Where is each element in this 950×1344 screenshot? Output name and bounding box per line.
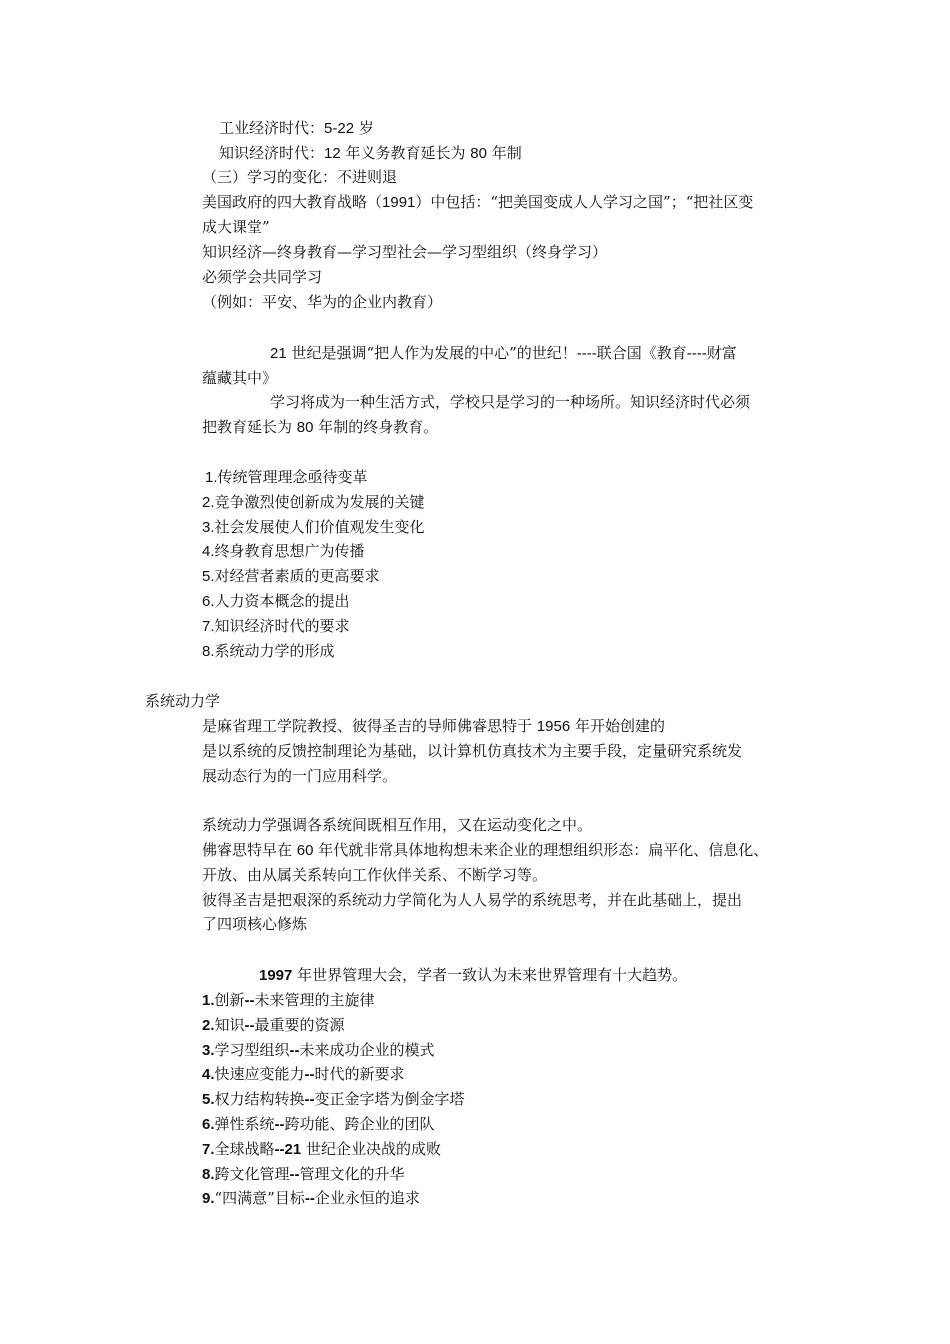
sd-origin-pre: 是麻省理工学院教授、彼得圣吉的导师佛睿思特于 (202, 717, 533, 735)
lifelong-pre: 把教育延长为 (202, 418, 293, 436)
sd-def-line2: 展动态行为的一门应用科学。 (202, 767, 398, 785)
knowledge-era-num2: 80 (470, 145, 487, 162)
trend-item (202, 1163, 405, 1186)
must-learn: 必须学会共同学习 (202, 268, 323, 286)
reason-item (202, 516, 425, 539)
trend-desc: 未来成功企业的模式 (299, 1040, 435, 1059)
reason-text: 人力资本概念的提出 (214, 592, 350, 610)
lifelong-post: 年制的终身教育。 (318, 418, 439, 436)
trend-desc: 管理文化的升华 (299, 1164, 405, 1183)
trend-item (202, 1039, 435, 1062)
sd-p1: 系统动力学强调各系统间既相互作用，又在运动变化之中。 (202, 816, 593, 834)
trend-item (202, 1063, 405, 1086)
reason-item (202, 615, 350, 638)
trend-number: 1. (202, 992, 215, 1009)
trend-desc: 企业永恒的追求 (314, 1189, 420, 1208)
trend-number: 9. (202, 1190, 215, 1208)
reason-item (205, 466, 368, 489)
reason-number: 5. (202, 568, 215, 586)
trend-desc: 时代的新要求 (314, 1065, 405, 1084)
reason-text: 对经营者素质的更高要求 (214, 567, 380, 586)
reason-text: 终身教育思想广为传播 (214, 542, 365, 561)
trend-topic: 跨文化管理 (214, 1164, 290, 1183)
sd-p3-line1: 彼得圣吉是把艰深的系统动力学简化为人人易学的系统思考，并在此基础上，提出 (202, 891, 743, 909)
knowledge-era-tail: 年制 (491, 144, 522, 162)
lifelong-num: 80 (296, 419, 314, 436)
trend-topic: 知识 (214, 1015, 245, 1034)
trend-item (202, 989, 375, 1012)
industrial-era-line (219, 117, 374, 140)
reason-number: 8. (202, 642, 215, 660)
trend-topic: 弹性系统 (214, 1115, 275, 1133)
trend-separator: -- (289, 1041, 300, 1059)
trend-number: 6. (202, 1116, 215, 1133)
trend-item (202, 1187, 420, 1210)
trend-item (202, 1113, 435, 1136)
trend-separator: -- (304, 1091, 315, 1109)
quote-text: 世纪是强调“把人作为发展的中心”的世纪！ (286, 344, 577, 362)
trend-desc-num: 21 (284, 1140, 302, 1158)
sd-p2-line2: 开放、由从属关系转向工作伙伴关系、不断学习等。 (202, 866, 548, 884)
knowledge-era-label: 知识经济时代： (219, 144, 325, 162)
reason-number: 3. (202, 518, 215, 536)
trend-number: 2. (202, 1016, 215, 1034)
trend-topic: 创新 (214, 991, 245, 1009)
quote-num: 21 (270, 345, 287, 362)
quote-dashes1: ---- (576, 345, 597, 362)
reason-item (202, 491, 425, 514)
us-strategy-year: 1991 (382, 194, 416, 211)
reason-text: 知识经济时代的要求 (214, 616, 350, 635)
trend-number: 4. (202, 1066, 215, 1084)
reason-number: 1. (205, 469, 218, 486)
us-strategy-pre: 美国政府的四大教育战略（ (202, 193, 383, 211)
trend-number: 7. (202, 1140, 215, 1158)
trend-desc: 未来管理的主旋律 (254, 991, 375, 1009)
reason-number: 2. (202, 493, 215, 511)
trend-item (202, 1088, 465, 1111)
trends-intro-year: 1997 (259, 967, 293, 984)
sd-def-line1: 是以系统的反馈控制理论为基础，以计算机仿真技术为主要手段，定量研究系统发 (202, 742, 743, 760)
trend-separator: -- (274, 1140, 285, 1158)
reason-number: 6. (202, 593, 215, 610)
trend-topic-extra: 目标 (274, 1189, 305, 1208)
trend-separator: -- (244, 992, 255, 1009)
knowledge-era-line (219, 142, 522, 165)
reason-text: 竞争激烈使创新成为发展的关键 (214, 492, 425, 511)
knowledge-chain: 知识经济—终身教育—学习型社会—学习型组织（终身学习） (202, 243, 608, 261)
trend-desc: 世纪企业决战的成败 (301, 1139, 441, 1158)
industrial-era-value: 5-22 (324, 120, 355, 137)
trend-desc: 跨功能、跨企业的团队 (284, 1115, 435, 1133)
lifelong-para-line2 (202, 416, 438, 439)
quote-tail: 财富 (706, 344, 737, 362)
trend-desc: 变正金字塔为倒金字塔 (314, 1090, 465, 1109)
trends-intro (259, 964, 687, 987)
reason-text: 社会发展使人们价值观发生变化 (214, 517, 425, 536)
trend-desc: 最重要的资源 (254, 1015, 345, 1034)
reason-item (202, 540, 365, 563)
trend-number: 5. (202, 1091, 215, 1109)
sd-p2-line1 (202, 839, 768, 862)
trend-topic: 全球战略 (214, 1139, 275, 1158)
knowledge-era-mid: 年义务教育延长为 (345, 144, 466, 162)
trend-separator: -- (244, 1016, 255, 1034)
reason-number: 4. (202, 543, 215, 561)
reason-item (202, 640, 335, 663)
reason-item (202, 590, 350, 613)
reason-text: 传统管理理念亟待变革 (217, 468, 368, 486)
quote-dashes2: ---- (686, 345, 707, 362)
us-strategy-line1 (202, 191, 753, 214)
sd-origin (202, 715, 665, 738)
reason-item (202, 565, 380, 588)
sd-p2-num: 60 (296, 842, 314, 859)
reason-text: 系统动力学的形成 (214, 641, 335, 660)
trend-item (202, 1014, 345, 1037)
sd-p3-line2: 了四项核心修炼 (202, 915, 308, 933)
industrial-era-unit: 岁 (358, 119, 374, 137)
quote-line2: 蕴藏其中》 (202, 369, 278, 387)
reason-number: 7. (202, 617, 215, 635)
knowledge-era-num1: 12 (324, 145, 341, 162)
trend-separator: -- (304, 1066, 315, 1084)
trend-number: 3. (202, 1041, 215, 1059)
sd-origin-post: 年开始创建的 (574, 717, 665, 735)
trend-topic: “四满意” (214, 1189, 275, 1208)
trend-separator: -- (304, 1190, 315, 1208)
trend-separator: -- (274, 1116, 285, 1133)
trend-topic: 快速应变能力 (214, 1065, 305, 1084)
trend-number: 8. (202, 1165, 215, 1183)
system-dynamics-heading: 系统动力学 (145, 692, 221, 710)
trend-topic: 权力结构转换 (214, 1090, 305, 1109)
learning-change-heading: （三）学习的变化：不进则退 (202, 168, 398, 186)
sd-origin-year: 1956 (536, 718, 571, 735)
sd-p2-post: 年代就非常具体地构想未来企业的理想组织形态：扁平化、信息化、 (318, 841, 769, 859)
trend-separator: -- (289, 1165, 300, 1183)
industrial-era-label: 工业经济时代： (219, 119, 325, 137)
sd-p2-pre: 佛睿思特早在 (202, 841, 293, 859)
trend-topic: 学习型组织 (214, 1040, 290, 1059)
example-note: （例如：平安、华为的企业内教育） (202, 293, 443, 311)
trends-intro-text: 年世界管理大会，学者一致认为未来世界管理有十大趋势。 (297, 966, 688, 984)
trend-item (202, 1138, 441, 1161)
quote-line1 (270, 342, 737, 365)
quote-org: 联合国《教育 (596, 344, 687, 362)
lifelong-para-line1: 学习将成为一种生活方式，学校只是学习的一种场所。知识经济时代必须 (270, 393, 751, 411)
us-strategy-post: ）中包括：“把美国变成人人学习之国”；“把社区变 (415, 193, 754, 211)
us-strategy-line2: 成大课堂” (202, 218, 270, 236)
